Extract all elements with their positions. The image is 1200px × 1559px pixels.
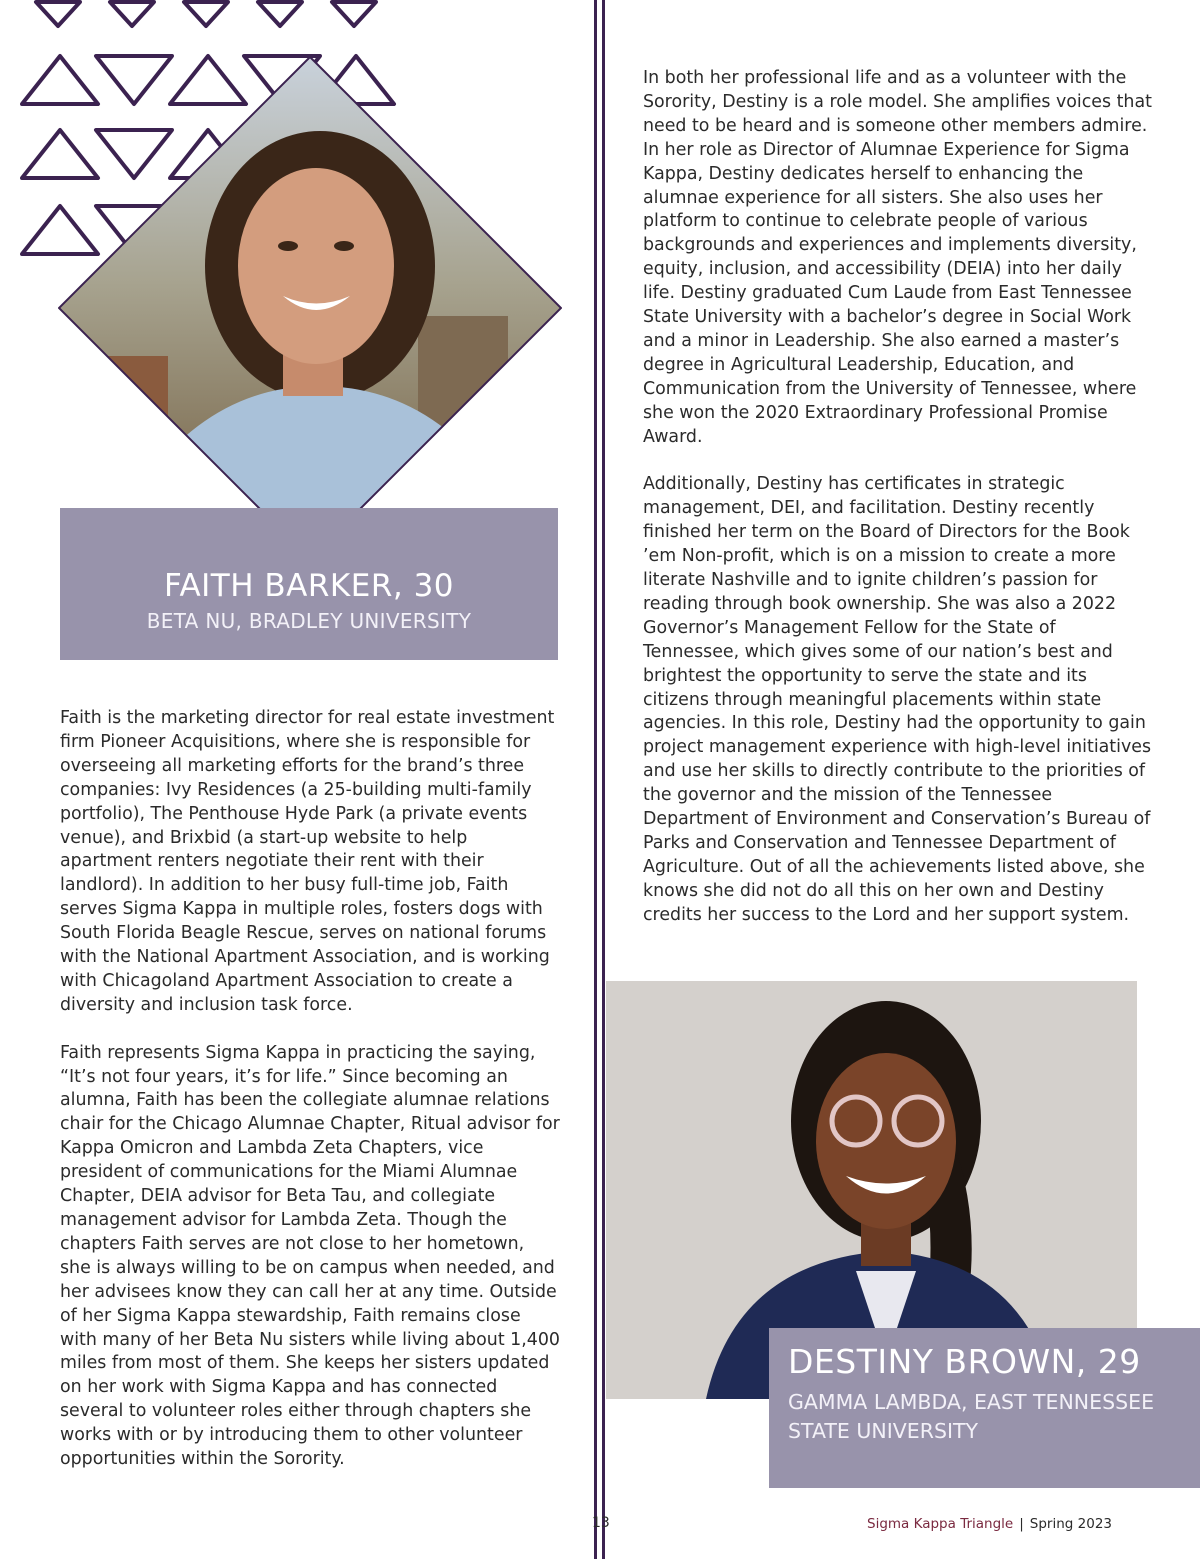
column-divider-left-line [594, 0, 597, 1559]
column-divider-right-line [602, 0, 605, 1559]
faith-name-box [60, 508, 558, 660]
publication-footer [867, 1516, 1112, 1532]
issue-label: Spring 2023 [1029, 1516, 1112, 1532]
destiny-name-heading: DESTINY BROWN, 29 [788, 1342, 1141, 1381]
faith-bio [60, 707, 560, 1496]
faith-bio-paragraph: Faith is the marketing director for real estate investment firm Pioneer Acquisitions, where she is responsible for overseeing all marketing efforts for the brand’s three companies: Ivy Residences (a 25-building multi-family portfolio), The Penthouse Hyde Park (a private events venue), and Brixbid (a start-up website to help apartment renters negotiate their rent with their landlord). In addition to her busy full-time job, Faith serves Sigma Kappa in multiple roles, fosters dogs with South Florida Beagle Rescue, serves on national forums with the National Apartment Association, and is working with Chicagoland Apartment Association to create a diversity and inclusion task force. [60, 708, 555, 1015]
destiny-affiliation: GAMMA LAMBDA, EAST TENNESSEE STATE UNIVERSITY [788, 1390, 1155, 1443]
faith-affiliation: BETA NU, BRADLEY UNIVERSITY [146, 609, 472, 633]
faith-bio-paragraph: Faith represents Sigma Kappa in practicing the saying, “It’s not four years, it’s for life.” Since becoming an alumna, Faith has been the collegiate alumnae relations chair for the Chicago Alumnae Chapter, Ritual advisor for Kappa Omicron and Lambda Zeta Chapters, vice president of communications for the Miami Alumnae Chapter, DEIA advisor for Beta Tau, and collegiate management advisor for Lambda Zeta. Though the chapters Faith serves are not close to her hometown, she is always willing to be on campus when needed, and her advisees know they can call her at any time. Outside of her Sigma Kappa stewardship, Faith remains close with many of her Beta Nu sisters while living about 1,400 miles from most of them. She keeps her sisters updated on her work with Sigma Kappa and has connected several to volunteer roles either through chapters she works with or by introducing them to other volunteer opportunities within the Sorority. [60, 1042, 560, 1470]
faith-portrait-photo [58, 56, 562, 560]
destiny-name-box [769, 1328, 1200, 1488]
destiny-bio-paragraph: In both her professional life and as a volunteer with the Sorority, Destiny is a role model. She amplifies voices that need to be heard and is someone other members admire. In her role as Director of Alumnae Experience for Sigma Kappa, Destiny dedicates herself to enhancing the alumnae experience for all sisters. She also uses her platform to continue to celebrate people of various backgrounds and experiences and implements diversity, equity, inclusion, and accessibility (DEIA) into her daily life. Destiny graduated Cum Laude from East Tennessee State University with a bachelor’s degree in Social Work and a minor in Leadership. She also earned a master’s degree in Agricultural Leadership, Education, and Communication from the University of Tennessee, where she won the 2020 Extraordinary Professional Promise Award. [643, 68, 1152, 447]
faith-name-heading: FAITH BARKER, 30 [163, 568, 455, 604]
publication-title: Sigma Kappa Triangle [867, 1516, 1014, 1532]
footer-separator: | [1019, 1516, 1024, 1532]
destiny-bio-paragraph: Additionally, Destiny has certificates in strategic management, DEI, and facilitation. Destiny recently finished her term on the Board of Directors for the Book ’em Non-profit, which is on a mission to create a more literate Nashville and to ignite children’s passion for reading through book ownership. She was also a 2022 Governor’s Management Fellow for the State of Tennessee, which gives some of our nation’s best and brightest the opportunity to serve the state and its citizens through meaningful placements within state agencies. In this role, Destiny had the opportunity to gain project management experience with high-level initiatives and use her skills to directly contribute to the priorities of the governor and the mission of the Tennessee Department of Environment and Conservation’s Bureau of Parks and Conservation and Tennessee Department of Agriculture. Out of all the achievements listed above, she knows she did not do all this on her own and Destiny credits her success to the Lord and her support system. [643, 474, 1152, 925]
page-number: 13 [592, 1515, 610, 1531]
destiny-bio [643, 67, 1153, 952]
